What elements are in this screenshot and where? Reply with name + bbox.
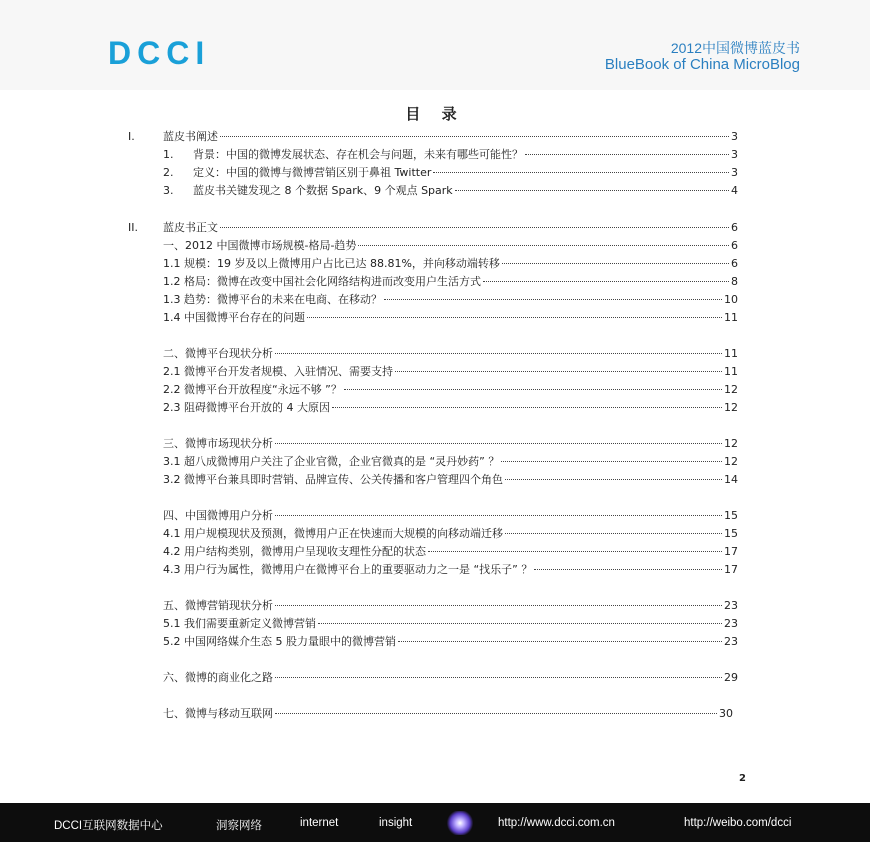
toc-entry-1-3-trend[interactable]: 1.3 趋势：微博平台的未来在电商、在移动？ 10 (163, 293, 738, 306)
leader-dots (275, 605, 722, 606)
leader-dots (358, 245, 729, 246)
toc-entry-5-2[interactable]: 5.2 中国网络媒介生态 5 股力量眼中的微博营销 23 (163, 635, 738, 648)
report-title-en: BlueBook of China MicroBlog (604, 56, 800, 73)
toc-entry-2-3[interactable]: 2.3 阻碍微博平台开放的 4 大原因 12 (163, 401, 738, 414)
leader-dots (275, 515, 722, 516)
footer-link-weibo[interactable]: http://weibo.com/dcci (684, 817, 792, 829)
dcci-logo (108, 38, 268, 68)
toc-entry-1-3[interactable]: 3. 蓝皮书关键发现之 8 个数据 Spark、9 个观点 Spark 4 (163, 184, 738, 197)
leader-dots (275, 713, 717, 714)
footer-tag-internet: internet (300, 817, 339, 829)
leader-dots (502, 263, 729, 264)
footer-link-dcci[interactable]: http://www.dcci.com.cn (498, 817, 615, 829)
toc-entry-ch6[interactable]: 六、微博的商业化之路 29 (163, 671, 738, 684)
toc-entry-ch2[interactable]: 二、微博平台现状分析 11 (163, 347, 738, 360)
toc-entry-4-2[interactable]: 4.2 用户结构类别，微博用户呈现收支理性分配的状态 17 (163, 545, 738, 558)
toc-entry-3-2[interactable]: 3.2 微博平台兼具即时营销、品牌宣传、公关传播和客户管理四个角色 14 (163, 473, 738, 486)
leader-dots (220, 136, 729, 137)
page-footer (0, 803, 870, 842)
leader-dots (433, 172, 729, 173)
leader-dots (332, 407, 722, 408)
toc-entry-ch1[interactable]: 一、2012 中国微博市场规模-格局-趋势 6 (163, 239, 738, 252)
leader-dots (318, 623, 722, 624)
toc-entry-ch5[interactable]: 五、微博营销现状分析 23 (163, 599, 738, 612)
toc-entry-2-1[interactable]: 2.1 微博平台开发者规模、入驻情况、需要支持 11 (163, 365, 738, 378)
footer-org: DCCI互联网数据中心 (54, 820, 163, 832)
leader-dots (483, 281, 729, 282)
toc-entry-2-2[interactable]: 2.2 微博平台开放程度“永远不够 ”？ 12 (163, 383, 738, 396)
page-number: 2 (739, 773, 746, 784)
leader-dots (344, 389, 722, 390)
report-title-cn: 2012中国微博蓝皮书 (670, 40, 800, 56)
footer-tag-cn: 洞察网络 (216, 820, 262, 832)
leader-dots (534, 569, 722, 570)
toc-entry-4-3[interactable]: 4.3 用户行为属性，微博用户在微博平台上的重要驱动力之一是 “找乐子” ？ 17 (163, 563, 738, 576)
toc-entry-ch7[interactable]: 七、微博与移动互联网 30 (163, 707, 733, 720)
leader-dots (398, 641, 722, 642)
leader-dots (455, 190, 729, 191)
leader-dots (275, 677, 722, 678)
toc-entry-1-2-pattern[interactable]: 1.2 格局：微博在改变中国社会化网络结构进而改变用户生活方式 8 (163, 275, 738, 288)
starburst-icon (447, 811, 473, 835)
leader-dots (505, 533, 722, 534)
toc-entry-ch4[interactable]: 四、中国微博用户分析 15 (163, 509, 738, 522)
toc-entry-ch3[interactable]: 三、微博市场现状分析 12 (163, 437, 738, 450)
toc-entry-4-1[interactable]: 4.1 用户规模现状及预测，微博用户正在快速而大规模的向移动端迁移 15 (163, 527, 738, 540)
toc-title: 目 录 (405, 105, 465, 123)
leader-dots (505, 479, 722, 480)
footer-tag-insight: insight (379, 817, 413, 829)
toc-entry-5-1[interactable]: 5.1 我们需要重新定义微博营销 23 (163, 617, 738, 630)
leader-dots (275, 443, 722, 444)
leader-dots (428, 551, 722, 552)
toc-entry-1-1[interactable]: 1. 背景：中国的微博发展状态、存在机会与问题，未来有哪些可能性？ 3 (163, 148, 738, 161)
leader-dots (307, 317, 722, 318)
toc-entry-3-1[interactable]: 3.1 超八成微博用户关注了企业官微，企业官微真的是 “灵丹妙药” ？ 12 (163, 455, 738, 468)
leader-dots (395, 371, 722, 372)
leader-dots (501, 461, 722, 462)
svg-text:DCCI: DCCI (108, 38, 211, 68)
report-title (605, 40, 800, 73)
toc-entry-1-2[interactable]: 2. 定义：中国的微博与微博营销区别于鼻祖 Twitter 3 (163, 166, 738, 179)
toc-entry-1-4-issues[interactable]: 1.4 中国微博平台存在的问题 11 (163, 311, 738, 324)
leader-dots (220, 227, 729, 228)
leader-dots (275, 353, 722, 354)
toc-entry-1-1-scale[interactable]: 1.1 规模：19 岁及以上微博用户占比已达 88.81%，并向移动端转移 6 (163, 257, 738, 270)
toc-entry-part2[interactable]: II. 蓝皮书正文 6 (128, 221, 738, 234)
leader-dots (384, 299, 722, 300)
leader-dots (525, 154, 729, 155)
toc-entry-part1[interactable]: I. 蓝皮书阐述 3 (128, 130, 738, 143)
page-header (0, 0, 870, 90)
